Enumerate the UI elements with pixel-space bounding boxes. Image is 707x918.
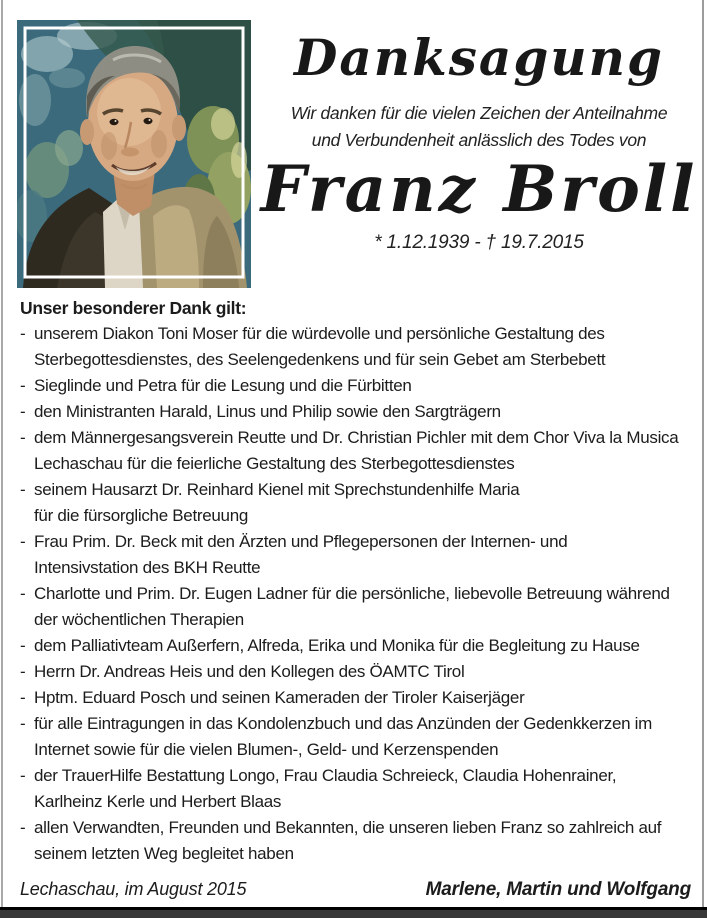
bullet-dash: - [20,818,26,837]
thanks-heading: Unser besonderer Dank gilt: [20,298,247,318]
scan-edge-bottom [0,907,707,918]
bullet-dash: - [20,584,26,603]
header-column [258,30,700,254]
bullet-dash: - [20,428,26,447]
thanks-item-text: Herrn Dr. Andreas Heis und den Kollegen des ÖAMTC Tirol [34,662,465,681]
footer [20,879,691,901]
thanks-item [20,373,692,399]
bullet-dash: - [20,636,26,655]
thanks-item-text: Charlotte und Prim. Dr. Eugen Ladner für die persönliche, liebevolle Betreuung während der wöchentlichen Therapien [34,584,670,629]
thanks-item [20,711,692,763]
bullet-dash: - [20,532,26,551]
thanks-item-text: seinem Hausarzt Dr. Reinhard Kienel mit Sprechstundenhilfe Maria für die fürsorgliche Betreuung [34,480,520,525]
place-and-date: Lechaschau, im August 2015 [20,879,247,899]
thanks-item-text: den Ministranten Harald, Linus und Philip sowie den Sargträgern [34,402,501,421]
thanks-item-text: für alle Eintragungen in das Kondolenzbuch und das Anzünden der Gedenkkerzen im Internet sowie für die vielen Blumen-, Geld- und Kerzenspenden [34,714,653,759]
portrait-photo-image [17,20,251,288]
family-signature: Marlene, Martin und Wolfgang [425,879,691,900]
life-dates: * 1.12.1939 - † 19.7.2015 [374,232,584,253]
scan-edge-left [1,0,3,908]
thanks-item-text: Hptm. Eduard Posch und seinen Kameraden der Tiroler Kaiserjäger [34,688,525,707]
thanks-item [20,399,692,425]
deceased-name: Franz Broll [260,152,698,227]
thanks-item-text: Sieglinde und Petra für die Lesung und die Fürbitten [34,376,412,395]
thanks-list [20,321,692,867]
bullet-dash: - [20,714,26,733]
thanks-item-text: Frau Prim. Dr. Beck mit den Ärzten und Pflegepersonen der Internen- und Intensivstation des BKH Reutte [34,532,568,577]
bullet-dash: - [20,402,26,421]
thanks-item [20,425,692,477]
scan-edge-right [702,0,704,908]
bullet-dash: - [20,688,26,707]
intro-text [258,100,700,154]
bullet-dash: - [20,480,26,499]
thanks-item [20,815,692,867]
bullet-dash: - [20,662,26,681]
thanks-item-text: allen Verwandten, Freunden und Bekannten, die unseren lieben Franz so zahlreich auf seinem letzten Weg begleitet haben [34,818,662,863]
thanks-item [20,581,692,633]
intro-line-2: und Verbundenheit anlässlich des Todes von [311,130,647,150]
page-title: Danksagung [294,28,664,87]
thanks-item [20,633,692,659]
portrait-photo [17,20,251,288]
thanks-item-text: dem Männergesangsverein Reutte und Dr. Christian Pichler mit dem Chor Viva la Musica Lechaschau für die feierliche Gestaltung des Sterbegottesdienstes [34,428,679,473]
thanks-item [20,477,692,529]
thanks-item [20,685,692,711]
thanks-item [20,321,692,373]
thanks-item [20,529,692,581]
thanks-item-text: der TrauerHilfe Bestattung Longo, Frau Claudia Schreieck, Claudia Hohenrainer, Karlheinz Kerle und Herbert Blaas [34,766,617,811]
thanks-item-text: unserem Diakon Toni Moser für die würdevolle und persönliche Gestaltung des Sterbegottesdienstes, des Seelengedenkens und für sein Gebet am Sterbebett [34,324,606,369]
thanks-item-text: dem Palliativteam Außerfern, Alfreda, Erika und Monika für die Begleitung zu Hause [34,636,640,655]
thanks-item [20,659,692,685]
thanks-item [20,763,692,815]
bullet-dash: - [20,376,26,395]
bullet-dash: - [20,324,26,343]
bullet-dash: - [20,766,26,785]
thanks-section [20,295,692,867]
intro-line-1: Wir danken für die vielen Zeichen der Anteilnahme [290,103,668,123]
